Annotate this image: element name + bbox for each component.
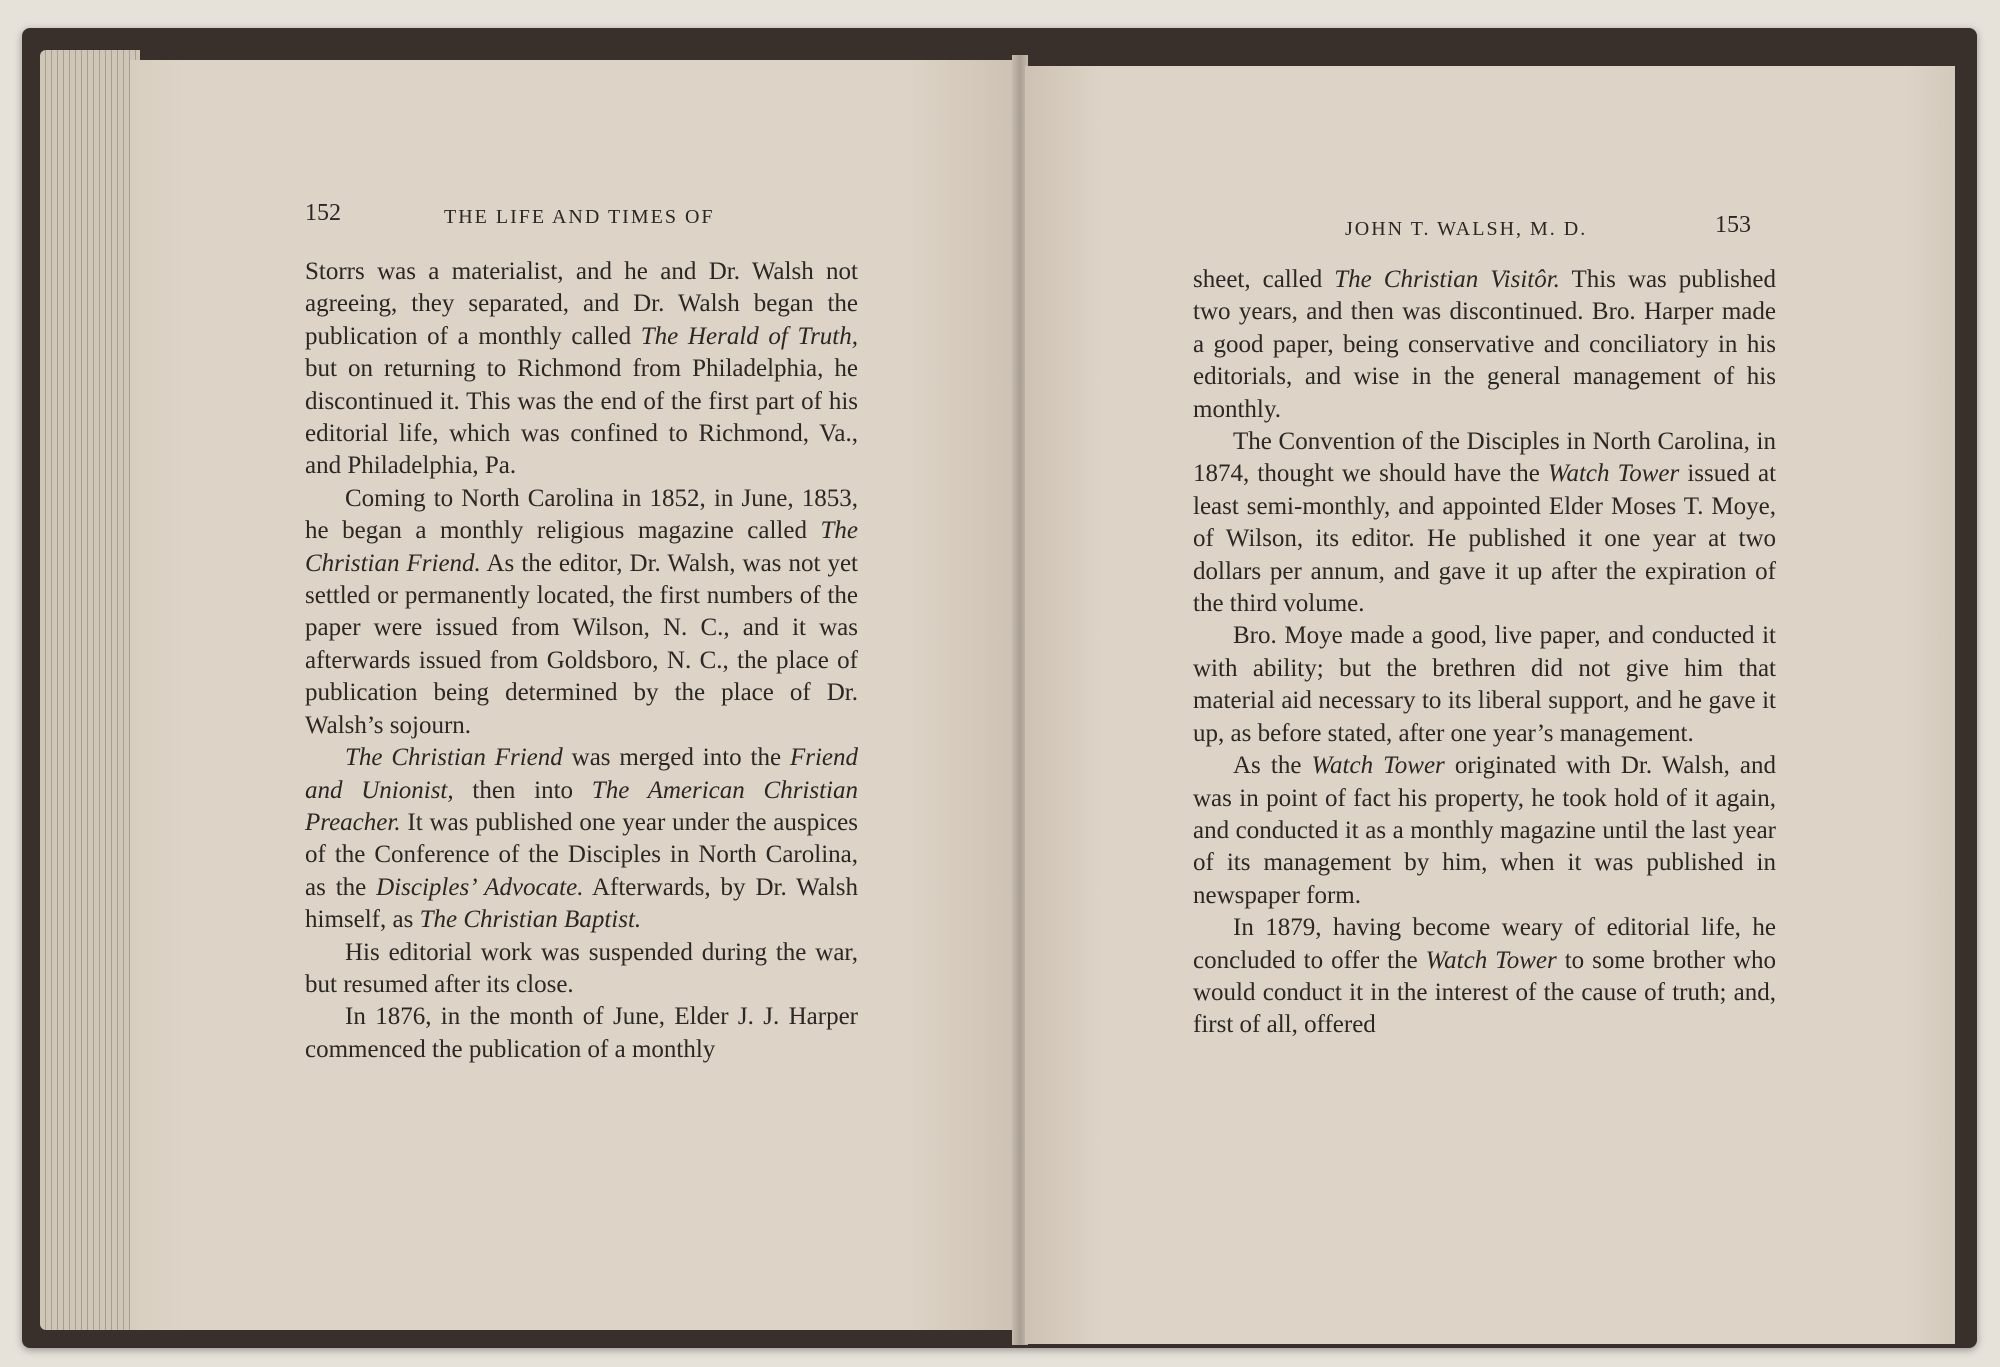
italic-title: The Herald of Truth, <box>640 322 858 350</box>
italic-title: The Christian Baptist. <box>419 906 642 934</box>
text-run: This was published two years, and then was discontinued. Bro. Harper made a good paper, being conservative and conciliatory in his editorials, and wise in the general management of his monthly. <box>1193 266 1776 423</box>
paragraph <box>1193 912 1776 1042</box>
left-running-head: THE LIFE AND TIMES OF <box>444 206 715 228</box>
text-run: issued at least semi-monthly, and appointed Elder Moses T. Moye, of Wilson, its editor. He published it one year at two dollars per annum, and gave it up after the expiration of the third volume. <box>1193 460 1777 618</box>
paragraph <box>305 483 858 742</box>
text-run: In 1876, in the month of June, Elder J. J. Harper commenced the publication of a monthly <box>305 1003 858 1063</box>
text-run: Afterwards, by Dr. Walsh himself, as <box>305 873 858 934</box>
paragraph <box>305 256 858 483</box>
text-run: Coming to North Carolina in 1852, in June, 1853, he began a monthly religious magazine called <box>305 484 858 545</box>
right-page-number: 153 <box>1715 212 1751 238</box>
italic-title: Watch Tower <box>1311 752 1445 780</box>
italic-title: The Christian Friend. <box>305 517 858 577</box>
text-run: then into <box>453 776 592 804</box>
text-run: As the editor, Dr. Walsh, was not yet settled or permanently located, the first numbers of the paper were issued from Wilson, N. C., and it was afterwards issued from Goldsboro, N. C., the place of publication being determined by the place of Dr. Walsh’s sojourn. <box>305 549 858 739</box>
paragraph <box>1193 750 1776 912</box>
italic-title: Watch Tower <box>1425 946 1557 974</box>
right-page <box>1025 66 1955 1344</box>
text-run: Bro. Moye made a good, live paper, and conducted it with ability; but the brethren did not give him that material aid necessary to its liberal support, and he gave it up, as before stated, after one year’s management. <box>1193 622 1776 747</box>
left-page <box>130 60 1015 1330</box>
paragraph <box>305 1001 858 1066</box>
italic-title: The Christian Friend <box>345 744 563 772</box>
italic-title: The Christian Visitôr. <box>1334 266 1560 293</box>
paragraph <box>1193 264 1776 426</box>
text-run: sheet, called <box>1193 266 1335 293</box>
text-run: was merged into the <box>562 744 790 772</box>
paragraph <box>1193 426 1776 620</box>
italic-title: Disciples’ Advocate. <box>376 873 584 901</box>
paragraph <box>1193 620 1776 750</box>
paragraph <box>305 742 858 936</box>
text-run: to some brother who would conduct it in the interest of the cause of truth; and, first of all, offered <box>1193 946 1777 1039</box>
paragraph <box>305 937 858 1002</box>
italic-title: Watch Tower <box>1547 460 1680 488</box>
page-edges <box>40 50 140 1330</box>
text-run: but on returning to Richmond from Philadelphia, he discontinued it. This was the end of the first part of his editorial life, which was confined to Richmond, Va., and Philadelphia, Pa. <box>305 355 858 480</box>
left-body-text <box>305 256 858 1066</box>
text-run: As the <box>1233 752 1312 780</box>
right-body-text <box>1193 264 1776 1042</box>
italic-title: The American Christian Preacher. <box>305 776 858 836</box>
text-run: His editorial work was suspended during the war, but resumed after its close. <box>305 938 858 998</box>
italic-title: Friend and Unionist, <box>305 744 859 804</box>
text-run: It was published one year under the auspices of the Conference of the Disciples in North Carolina, as the <box>305 808 858 901</box>
text-run: originated with Dr. Walsh, and was in point of fact his property, he took hold of it again, and conducted it as a monthly magazine until the last year of its management by him, when it was published in newspaper form. <box>1193 752 1776 909</box>
text-run: In 1879, having become weary of editorial life, he concluded to offer the <box>1193 914 1776 974</box>
text-run: Storrs was a materialist, and he and Dr. Walsh not agreeing, they separated, and Dr. Walsh began the publication of a monthly called <box>305 258 858 350</box>
text-run: The Convention of the Disciples in North Carolina, in 1874, thought we should have the <box>1193 428 1776 488</box>
left-page-number: 152 <box>305 200 341 226</box>
right-running-head: JOHN T. WALSH, M. D. <box>1345 218 1588 240</box>
